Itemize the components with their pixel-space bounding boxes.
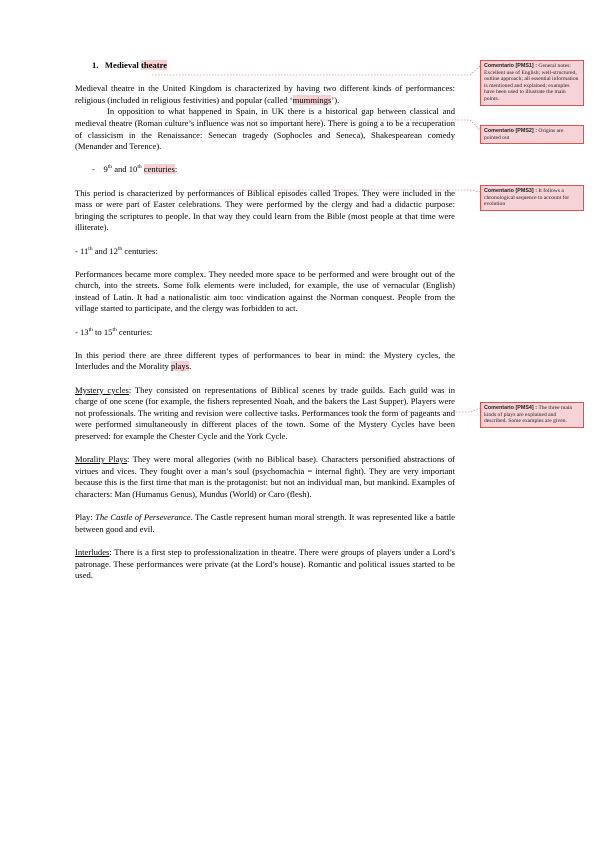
paragraph-mystery-cycles: Mystery cycles: They consisted on representations of Biblical scenes by trade guilds. Each guild was in charge of one scene (for example, the fishers represented Noah, and the bakers the Last Supper). Players were not professionals. The writing and revision were collective tasks. Performances took the form of pageants and were performed simultaneously in different places of the town. Some of the Mystery Cycles have been preserved: for example the Chester Cycle and the York Cycle.	[75, 384, 455, 441]
intro-paragraph: Medieval theatre in the United Kingdom is characterized by having two different kinds of performances: religious (included in religious festivities) and popular (called ‘mummings’).	[75, 83, 455, 105]
subheading-13th-15th: - 13th to 15th centuries:	[75, 326, 153, 337]
comment-pms2[interactable]: Comentario [PMS2] : Origins are pointed out	[480, 125, 584, 144]
paragraph-morality-plays: Morality Plays: They were moral allegories (with no Biblical base). Characters personified abstractions of virtues and vices. They fought over a man’s soul (psychomachia = internal fight). They are very important because this is the first time that man is the protagonist: but not an individual man, but mankind. Examples of characters: Man (Humanus Genus), Mundus (World) or Caro (flesh).	[75, 454, 455, 499]
paragraph-complexity: Performances became more complex. They needed more space to be performed and were brought out of the church, into the streets. Some folk elements were included, for example, the use of vernacular (English) instead of Latin. It had a nationalistic aim too: vindication against the Norman conquest. People from the village started to participate, and the clergy was forbidden to act.	[75, 268, 455, 314]
subheading-11th-12th: - 11th and 12th centuries:	[75, 245, 158, 256]
document-body	[75, 60, 455, 582]
subheading-9th-10th: - 9th and 10th centuries:	[92, 164, 178, 175]
comment-pms3[interactable]: Comentario [PMS3] : It follows a chronological sequence to account for evolution	[480, 185, 584, 211]
paragraph-castle-play: Play: The Castle of Perseverance. The Castle represent human moral strength. It was represented like a battle between good and evil.	[75, 512, 456, 534]
paragraph-tropes: This period is characterized by performances of Biblical episodes called Tropes. They were included in the mass or were part of Easter celebrations. They were performed by the clergy and had a didactic purpose: bringing the scriptures to people. In that way they could learn from the Bible (most people at that time were illiterate).	[75, 187, 455, 233]
paragraph-three-types: In this period there are three different types of performances to bear in mind: the Mystery cycles, the Interludes and the Morality plays.	[75, 349, 455, 372]
section-heading: 1. Medieval theatre	[92, 60, 168, 70]
comment-pms1[interactable]: Comentario [PMS1] : General notes: Excellent use of English; well-structured, outline approach; all essential information is mentioned and explained; examples have been used to illustrate the main points.	[480, 60, 584, 106]
comment-pms4[interactable]: Comentario [PMS4] : The three main kinds of plays are explained and described. Some examples are given.	[480, 402, 584, 428]
paragraph-interludes: Interludes: There is a first step to professionalization in theatre. There were groups of players under a Lord’s patronage. These performances were private (at the Lord’s house). Romantic and political issues started to be used.	[75, 546, 455, 581]
intro-paragraph-2: In opposition to what happened in Spain, in UK there is a historical gap between classical and medieval theatre (Roman culture’s influence was not so important here). There is going a to be a recuperation of classicism in the Renaissance: Senecan tragedy (Sophocles and Seneca), Shakespearean comedy (Menander and Terence).	[75, 106, 455, 152]
